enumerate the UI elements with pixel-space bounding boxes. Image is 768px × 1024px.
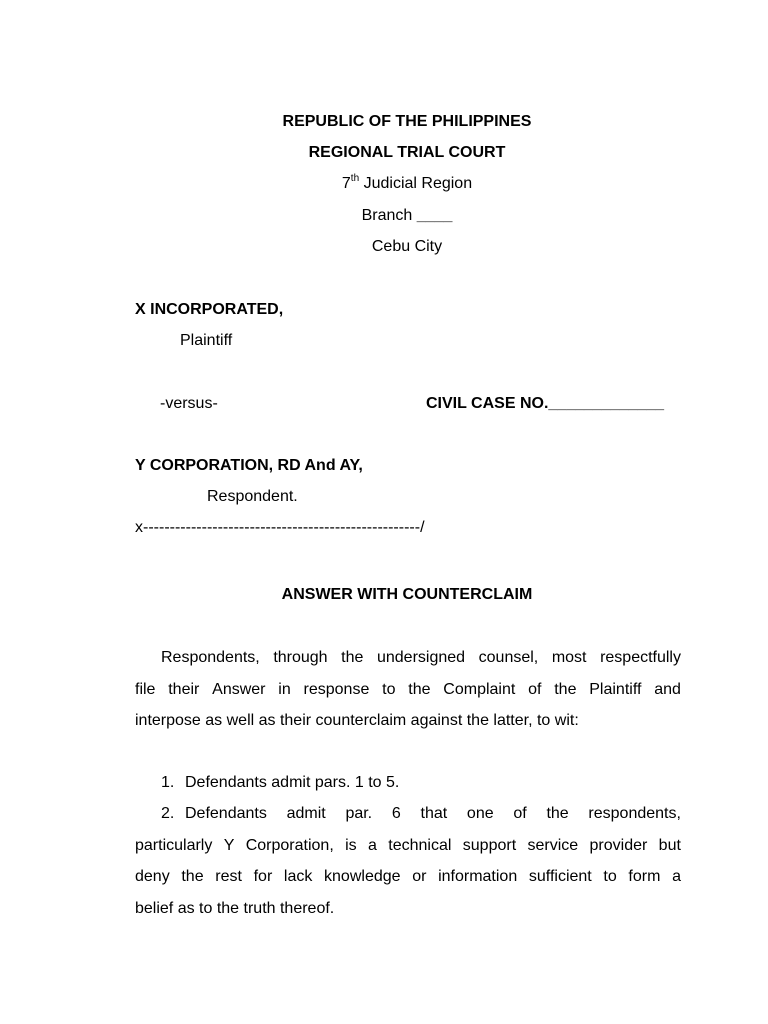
word: response (303, 681, 370, 698)
court-republic-heading: REPUBLIC OF THE PHILIPPINES (282, 113, 532, 130)
plaintiff-name: X INCORPORATED, (135, 301, 284, 318)
word: most (551, 649, 587, 666)
civil-case-number (426, 394, 664, 414)
intro-line-1 (161, 648, 681, 668)
word: to (603, 868, 617, 885)
word: admit (286, 805, 326, 822)
word: the (546, 805, 569, 822)
word: 6 (391, 805, 401, 822)
list-item-1-text: Defendants admit pars. 1 to 5. (185, 774, 400, 791)
word: Complaint (443, 681, 516, 698)
word: and (654, 681, 681, 698)
branch-blank: ____ (416, 207, 453, 224)
word: of (528, 681, 542, 698)
word: undersigned (376, 649, 466, 666)
list-item-2-line-2 (135, 836, 681, 856)
word: file (135, 681, 156, 698)
word: the (181, 868, 204, 885)
word: but (658, 837, 681, 854)
region-label: Judicial Region (359, 175, 473, 192)
word: Plaintiff (589, 681, 642, 698)
word: Answer (212, 681, 266, 698)
word: Corporation, (245, 837, 334, 854)
word: in (278, 681, 291, 698)
word: technical (388, 837, 452, 854)
word: of (513, 805, 527, 822)
region-number: 7 (341, 175, 351, 192)
list-item-2-line-3 (135, 867, 681, 887)
branch-heading (0, 206, 768, 226)
word: to (382, 681, 396, 698)
word: is (345, 837, 357, 854)
case-number-label: CIVIL CASE NO. (426, 395, 549, 412)
word: Respondents, (161, 649, 260, 666)
respondent-role: Respondent. (207, 488, 298, 505)
word: Y (223, 837, 235, 854)
word: particularly (135, 837, 213, 854)
plaintiff-role: Plaintiff (180, 332, 233, 349)
case-number-blank: _____________ (548, 395, 665, 412)
word: form (628, 868, 661, 885)
word: or (412, 868, 427, 885)
word: par. (345, 805, 373, 822)
word: lack (283, 868, 313, 885)
word: the (408, 681, 431, 698)
caption-separator: x----------------------------------------------------/ (135, 519, 425, 536)
list-item-2-line-1 (185, 804, 681, 824)
judicial-region-heading (0, 174, 768, 194)
word: for (253, 868, 273, 885)
word: provider (589, 837, 648, 854)
branch-label: Branch (361, 207, 417, 224)
word: respondents, (588, 805, 681, 822)
word: counsel, (478, 649, 539, 666)
document-title: ANSWER WITH COUNTERCLAIM (281, 586, 533, 603)
word: service (527, 837, 579, 854)
word: that (420, 805, 448, 822)
word: sufficient (528, 868, 592, 885)
region-ordinal-suffix: th (350, 173, 360, 184)
word: rest (215, 868, 242, 885)
word: their (168, 681, 200, 698)
word: respectfully (600, 649, 681, 666)
list-item-2-number: 2. (161, 805, 175, 822)
intro-line-2 (135, 680, 681, 700)
word: a (368, 837, 377, 854)
word: the (341, 649, 364, 666)
word: Defendants (185, 805, 267, 822)
versus-label: -versus- (160, 395, 218, 412)
court-name-heading: REGIONAL TRIAL COURT (308, 144, 506, 161)
list-item-2-line-4: belief as to the truth thereof. (135, 900, 335, 917)
city-heading: Cebu City (371, 238, 443, 255)
intro-line-3: interpose as well as their counterclaim against the latter, to wit: (135, 712, 579, 729)
word: support (462, 837, 517, 854)
word: the (554, 681, 577, 698)
word: through (273, 649, 328, 666)
respondent-name: Y CORPORATION, RD And AY, (135, 457, 363, 474)
list-item-1-number: 1. (161, 774, 175, 791)
word: one (466, 805, 494, 822)
word: a (672, 868, 681, 885)
word: information (438, 868, 518, 885)
word: knowledge (324, 868, 401, 885)
word: deny (135, 868, 170, 885)
